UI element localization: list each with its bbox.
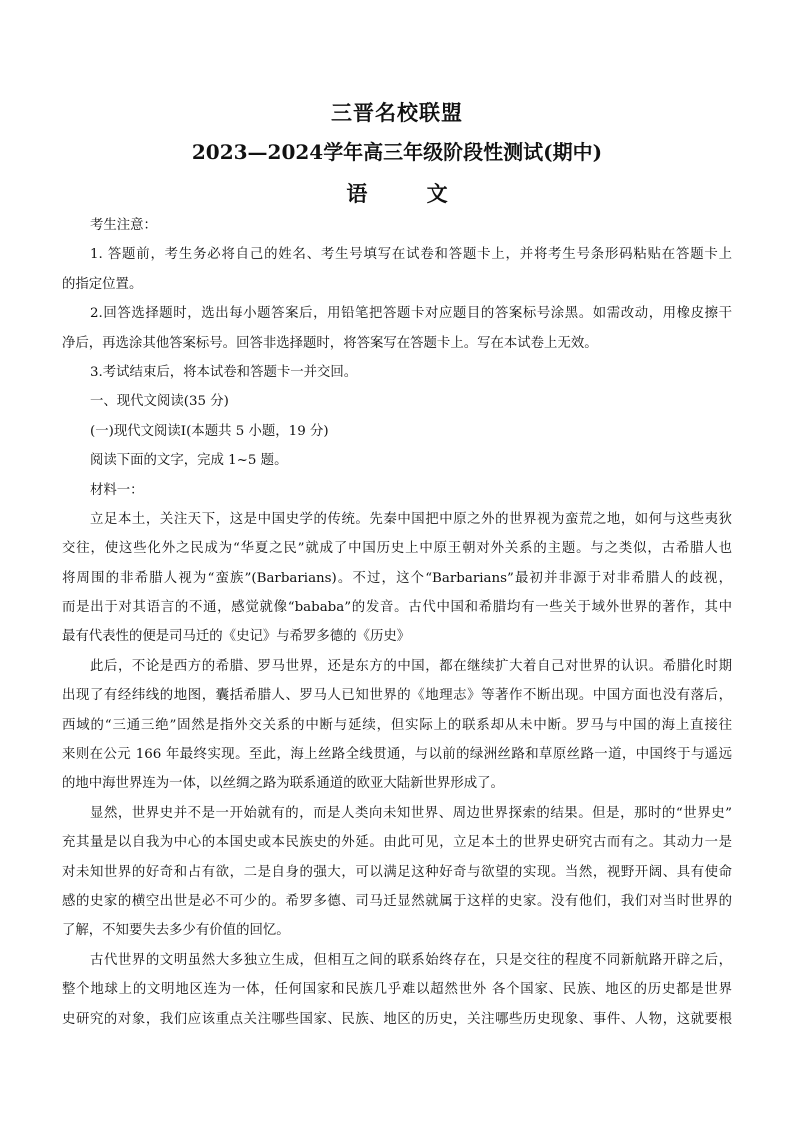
notice-item-3: 3.考试结束后，将本试卷和答题卡一并交回。 xyxy=(90,364,358,380)
paragraph-line: 此后，不论是西方的希腊、罗马世界，还是东方的中国，都在继续扩大着自己对世界的认识。希腊化时期 xyxy=(90,658,732,674)
paragraph-3 xyxy=(62,799,732,946)
paragraph-line: 整个地球上的文明地区连为一体，任何国家和民族几乎难以超然世外 各个国家、民族、地区的历史都是世界 xyxy=(62,982,732,998)
paragraph-line: 西域的“三通三绝”固然是指外交关系的中断与延续，但实际上的联系却从未中断。罗马与中国的海上直接往 xyxy=(62,717,732,733)
subject-title: 语 文 xyxy=(346,181,474,206)
paragraph-line: 最有代表性的便是司马迁的《史记》与希罗多德的《历史》 xyxy=(62,629,411,645)
notice-item-2-line-2: 净后，再选涂其他答案标号。回答非选择题时，将答案写在答题卡上。写在本试卷上无效。 xyxy=(62,335,598,351)
notice-item-1-line-2: 的指定位置。 xyxy=(62,276,143,292)
paragraph-1 xyxy=(62,505,732,652)
paragraph-line: 而是出于对其语言的不通，感觉就像“bababa”的发音。古代中国和希腊均有一些关于域外世界的著作，其中 xyxy=(62,600,732,616)
paragraph-2 xyxy=(62,652,732,799)
org-title: 三晋名校联盟 xyxy=(331,100,463,125)
material-label: 材料一： xyxy=(90,482,144,498)
notice-item-2-line-1: 2.回答选择题时，选出每小题答案后，用铅笔把答题卡对应题目的答案标号涂黑。如需改动，用橡皮擦干 xyxy=(90,306,732,322)
exam-title: 2023—2024学年高三年级阶段性测试(期中) xyxy=(191,140,603,164)
paragraph-line: 对未知世界的好奇和占有欲，二是自身的强大，可以满足这种好奇与欲望的实现。当然，视野开阔、具有使命 xyxy=(62,864,732,880)
paragraph-line: 交往，使这些化外之民成为“华夏之民”就成了中国历史上中原王朝对外关系的主题。与之类似，古希腊人也 xyxy=(62,541,732,557)
paragraph-line: 感的史家的横空出世是必不可少的。希罗多德、司马迁显然就属于这样的史家。没有他们，我们对当时世界的 xyxy=(62,893,732,909)
section-heading: 一、现代文阅读(35 分) xyxy=(90,394,229,410)
section-instruction: 阅读下面的文字，完成 1~5 题。 xyxy=(90,453,288,469)
paragraph-line: 显然，世界史并不是一开始就有的，而是人类向未知世界、周边世界探索的结果。但是，那时的“世界史” xyxy=(90,805,732,821)
paragraph-line: 史研究的对象，我们应该重点关注哪些国家、民族、地区的历史，关注哪些历史现象、事件、人物，这就要根 xyxy=(62,1011,732,1027)
notice-title: 考生注意： xyxy=(90,218,157,233)
exam-body xyxy=(62,211,732,1034)
section-sub-heading: (一)现代文阅读Ⅰ(本题共 5 小题，19 分) xyxy=(90,423,329,439)
paragraph-line: 将周围的非希腊人视为“蛮族”(Barbarians)。不过，这个“Barbarians”最初并非源于对非希腊人的歧视， xyxy=(62,570,732,586)
paragraph-line: 充其量是以自我为中心的本国史或本民族史的外延。由此可见，立足本土的世界史研究古而有之。其动力一是 xyxy=(62,835,732,851)
paragraph-line: 立足本土，关注天下，这是中国史学的传统。先秦中国把中原之外的世界视为蛮荒之地，如何与这些夷狄 xyxy=(90,511,732,527)
paragraph-line: 的地中海世界连为一体，以丝绸之路为联系通道的欧亚大陆新世界形成了。 xyxy=(62,776,504,792)
paragraph-line: 出现了有经纬线的地图，囊括希腊人、罗马人已知世界的《地理志》等著作不断出现。中国方面也没有落后， xyxy=(62,688,732,704)
paragraph-4 xyxy=(62,946,732,1034)
paragraph-line: 来则在公元 166 年最终实现。至此，海上丝路全线贯通，与以前的绿洲丝路和草原丝路一道，中国终于与遥远 xyxy=(62,747,732,763)
notice-item-1-line-1: 1. 答题前，考生务必将自己的姓名、考生号填写在试卷和答题卡上，并将考生号条形码粘贴在答题卡上 xyxy=(90,247,732,263)
paragraph-line: 了解，不知要失去多少有价值的回忆。 xyxy=(62,923,290,939)
paragraph-line: 古代世界的文明虽然大多独立生成，但相互之间的联系始终存在，只是交往的程度不同新航路开辟之后， xyxy=(90,952,732,968)
